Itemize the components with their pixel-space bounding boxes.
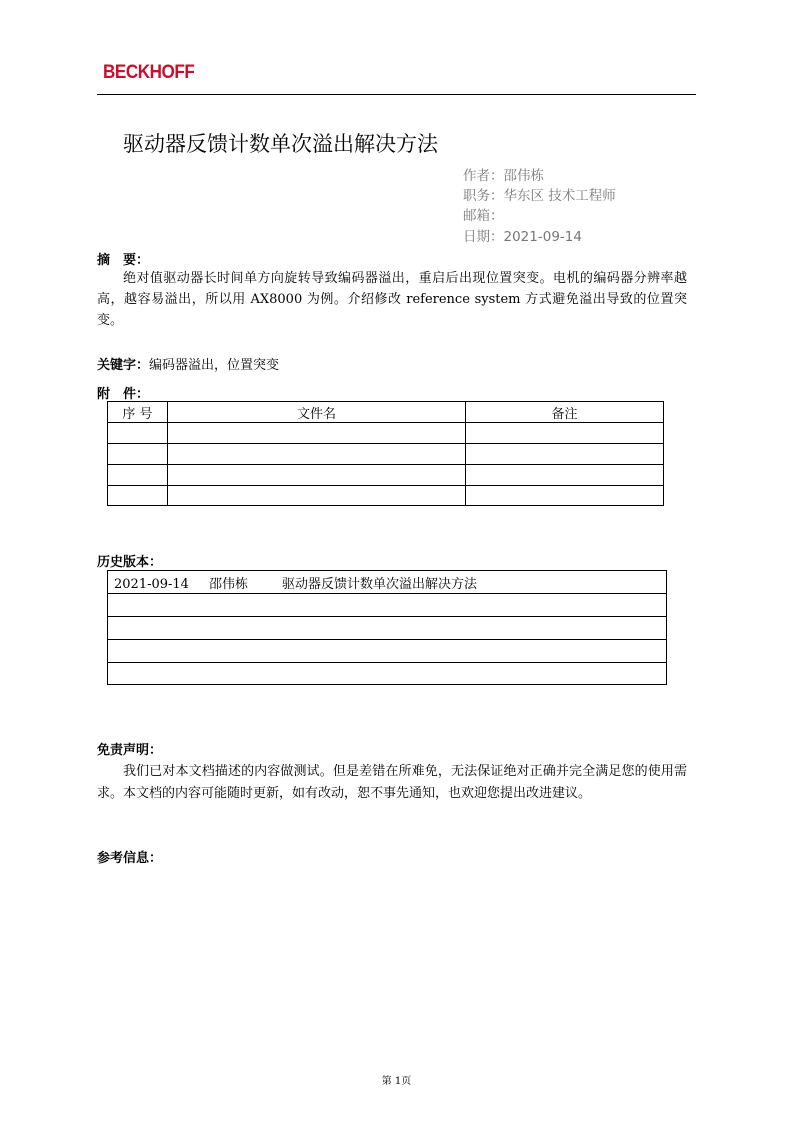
meta-position: 职务：华东区 技术工程师 — [463, 188, 616, 204]
header-index: 序 号 — [108, 402, 168, 423]
history-title: 驱动器反馈计数单次溢出解决方法 — [281, 576, 477, 592]
header-rule — [97, 94, 696, 95]
history-author: 邵伟栋 — [208, 576, 248, 592]
meta-author: 作者：邵伟栋 — [463, 168, 544, 184]
abstract-text: 绝对值驱动器长时间单方向旋转导致编码器溢出，重启后出现位置突变。电机的编码器分辨率越高，越容易溢出，所以用 AX8000 为例。介绍修改 reference system 方式避免溢出导致的位置突变。 — [97, 271, 687, 328]
abstract-label: 摘 要： — [97, 253, 150, 268]
history-date: 2021-09-14 — [114, 576, 189, 592]
header-filename: 文件名 — [168, 402, 466, 423]
table-row — [108, 444, 664, 465]
attachments-table — [107, 401, 664, 506]
keywords-text: 编码器溢出，位置突变 — [149, 358, 280, 373]
disclaimer-label: 免责声明： — [97, 743, 163, 758]
table-row — [108, 663, 667, 685]
header-note: 备注 — [466, 402, 664, 423]
table-row — [108, 640, 667, 663]
meta-email: 邮箱： — [463, 208, 504, 224]
history-label: 历史版本： — [97, 555, 163, 570]
table-row — [108, 486, 664, 506]
keywords-label: 关键字： — [97, 358, 150, 373]
references-label: 参考信息： — [97, 851, 163, 866]
table-row — [108, 465, 664, 486]
disclaimer-text: 我们已对本文档描述的内容做测试。但是差错在所难免，无法保证绝对正确并完全满足您的使用需求。本文档的内容可能随时更新，如有改动，恕不事先通知，也欢迎您提出改进建议。 — [97, 764, 687, 801]
table-row — [108, 423, 664, 444]
attachments-label: 附 件： — [97, 387, 150, 402]
table-row — [108, 571, 667, 594]
beckhoff-logo: BECKHOFF — [103, 62, 195, 83]
meta-date: 日期：2021-09-14 — [463, 229, 582, 245]
page-number: 第 1页 — [381, 1076, 412, 1087]
document-title: 驱动器反馈计数单次溢出解决方法 — [123, 132, 438, 156]
table-row — [108, 594, 667, 617]
table-row — [108, 617, 667, 640]
history-table — [107, 570, 667, 685]
